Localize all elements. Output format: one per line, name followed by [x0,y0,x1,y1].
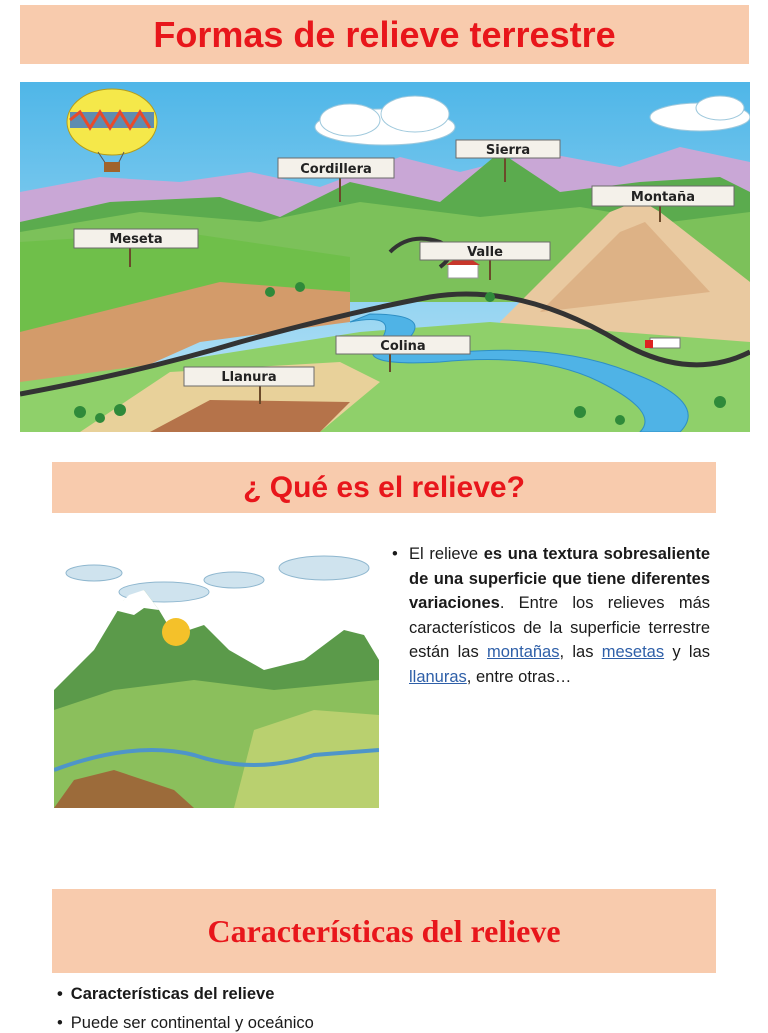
relief-mini-illustration [54,540,379,808]
list-item [57,985,274,1004]
list-item-text: Puede ser continental y oceánico [70,1014,314,1032]
section-characteristics [52,889,716,973]
text-segment: El relieve [409,545,484,563]
svg-text:Llanura: Llanura [221,370,277,385]
bold-definition: es una textura sobresaliente de una superficie que tiene diferentes variaciones [409,545,710,613]
svg-text:Valle: Valle [467,245,503,260]
svg-text:Montaña: Montaña [630,190,696,205]
svg-text:Cordillera: Cordillera [300,162,372,177]
text-segment: y las [664,643,710,662]
text-segment: , las [559,643,602,662]
link-montanas[interactable]: montañas [487,643,560,662]
relief-definition-paragraph [392,542,710,690]
section-what-is-relief [52,462,716,513]
section-heading: Características del relieve [207,912,561,949]
relief-landscape-illustration [20,82,750,432]
title-banner [20,5,749,64]
page-title: Formas de relieve terrestre [153,13,616,55]
svg-text:Meseta: Meseta [109,232,163,247]
bullet-marker: • [57,985,63,1003]
section-heading: ¿ Qué es el relieve? [243,470,525,504]
text-segment: . Entre los relieves más característicos de la superficie terrestre están las [409,594,710,662]
bullet-marker: • [392,545,398,563]
svg-text:Colina: Colina [380,339,426,354]
bullet-marker: • [57,1014,63,1032]
text-segment: , entre otras… [466,667,572,686]
link-llanuras[interactable]: llanuras [409,667,467,686]
svg-text:Sierra: Sierra [485,143,531,158]
link-mesetas[interactable]: mesetas [601,643,665,662]
list-item-text: Características del relieve [70,985,275,1003]
